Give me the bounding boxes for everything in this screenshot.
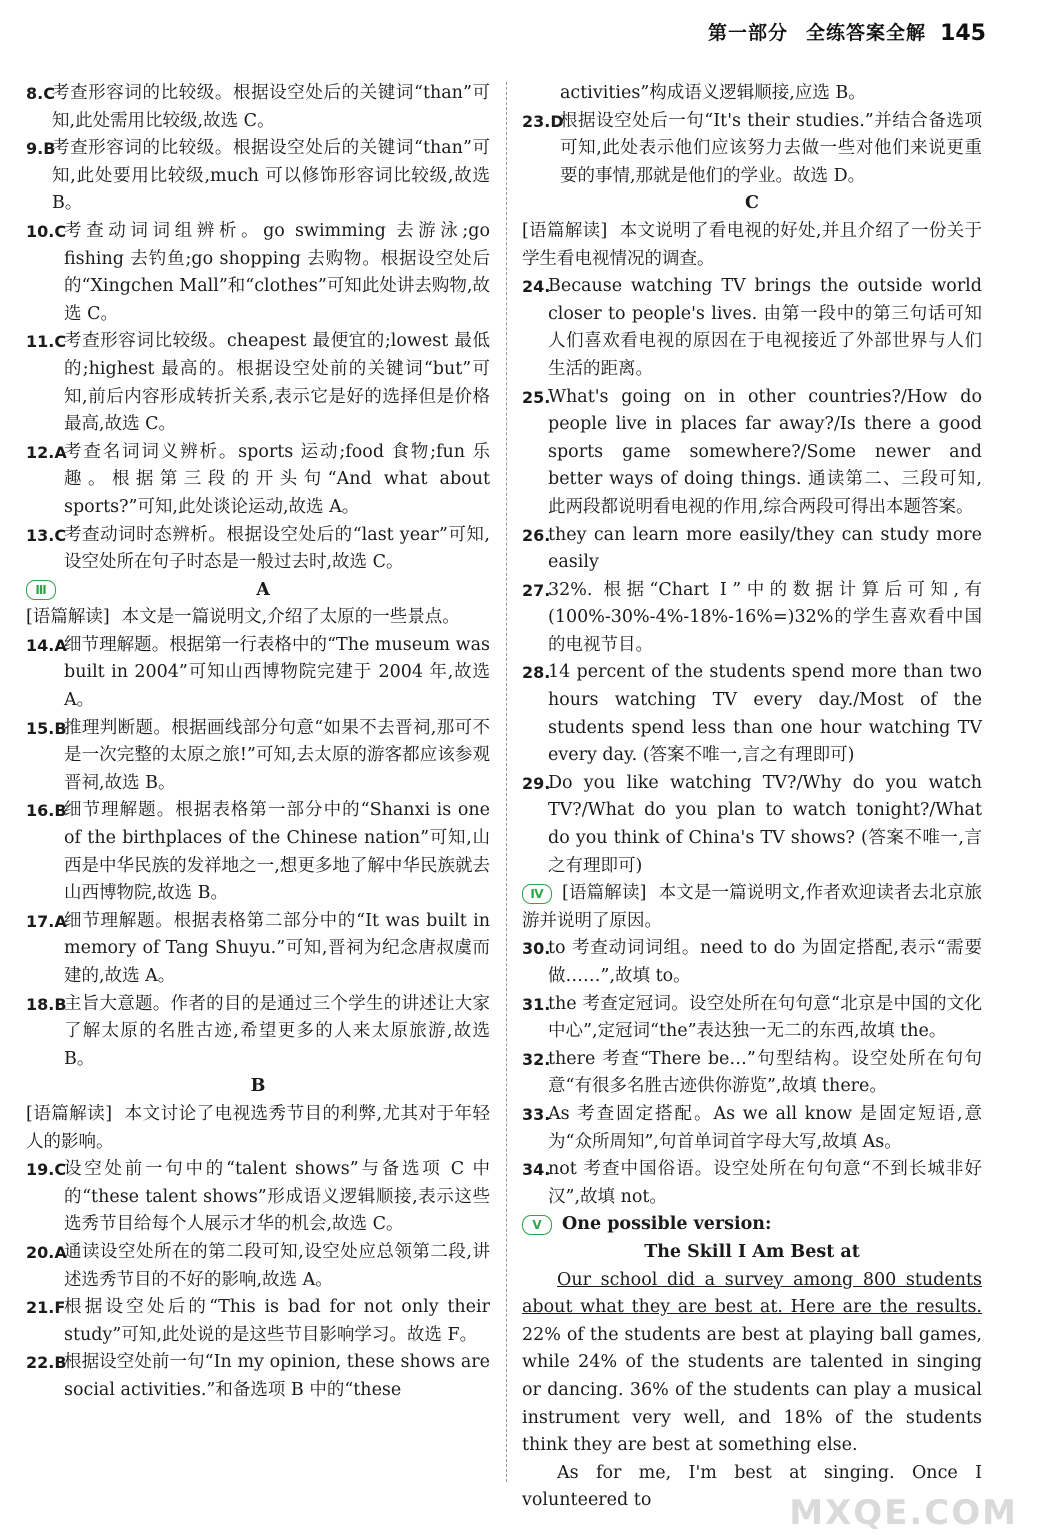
summary-text: 本文是一篇说明文,作者欢迎读者去北京旅游并说明了原因。 — [522, 883, 983, 931]
answer-item — [26, 715, 490, 798]
summary-tag: [语篇解读] — [562, 883, 647, 904]
answer-number: 20.A — [26, 1242, 67, 1262]
answer-text: 推理判断题。根据画线部分句意“如果不去晋祠,那可不是一次完整的太原之旅!”可知,去太原的游客都应该参观晋祠,故选 B。 — [64, 717, 490, 793]
answer-text: 设空处前一句中的“talent shows”与备选项 C 中的“these talent shows”形成语义逻辑顺接,表示这些选秀节目给每个人展示才华的机会,故选 C。 — [64, 1159, 490, 1235]
answer-item — [522, 273, 982, 383]
answer-text: not 考查中国俗语。设空处所在句句意“不到长城非好汉”,故填 not。 — [548, 1159, 982, 1207]
section-subtitle: 全练答案全解 — [806, 22, 927, 45]
answer-item — [26, 1156, 490, 1239]
answer-item — [522, 522, 982, 577]
answer-text: 考查形容词的比较级。根据设空处后的关键词“than”可知,此处要用比较级,much 可以修饰形容词比较级,故选 B。 — [52, 138, 490, 214]
section-title: 第一部分 — [708, 22, 789, 45]
answer-number: 18.B — [26, 994, 67, 1014]
answer-number: 22.B — [26, 1353, 67, 1373]
passage-summary — [522, 218, 982, 273]
answer-number: 23.D — [522, 111, 564, 131]
right-column — [522, 80, 982, 1515]
section-heading: A — [256, 579, 270, 600]
answer-number: 19.C — [26, 1160, 67, 1180]
answer-number: 13.C — [26, 525, 67, 545]
answer-item — [522, 1156, 982, 1211]
answer-item — [522, 384, 982, 522]
answer-number: 27. — [522, 580, 551, 600]
answer-number: 25. — [522, 387, 551, 407]
answer-item — [522, 991, 982, 1046]
answer-number: 34. — [522, 1160, 551, 1180]
summary-text: 本文说明了看电视的好处,并且介绍了一份关于学生看电视情况的调查。 — [522, 220, 982, 269]
answer-number: 24. — [522, 277, 551, 297]
answer-text: 根据设空处后一句“It's their studies.”并结合备选项可知,此处表示他们应该努力去做一些对他们来说更重要的事情,那就是他们的学业。故选 D。 — [560, 110, 982, 186]
part-badge: Ⅴ — [522, 1215, 552, 1235]
answer-item — [26, 439, 490, 522]
answer-number: 16.B — [26, 801, 67, 821]
answer-text: 细节理解题。根据第一行表格中的“The museum was built in 2004”可知山西博物院完建于 2004 年,故选 A。 — [64, 634, 490, 711]
summary-text: 本文是一篇说明文,介绍了太原的一些景点。 — [121, 607, 460, 628]
answer-item — [522, 577, 982, 660]
answer-number: 28. — [522, 663, 551, 683]
answer-item — [522, 659, 982, 769]
answer-number: 26. — [522, 525, 551, 545]
answer-item — [522, 1046, 982, 1101]
answer-number: 14.A — [26, 635, 67, 655]
answer-number: 32. — [522, 1049, 551, 1069]
page-header — [708, 12, 986, 56]
answer-text: 细节理解题。根据表格第二部分中的“It was built in memory of Tang Shuyu.”可知,晋祠为纪念唐叔虞而建的,故选 A。 — [64, 910, 490, 986]
answer-item — [26, 1349, 490, 1404]
column-divider — [506, 82, 507, 1482]
answer-item — [26, 908, 490, 991]
part-badge: Ⅳ — [522, 884, 552, 904]
answer-text: 32%. 根据“Chart Ⅰ”中的数据计算后可知,有(100%-30%-4%-18%-16%=)32%的学生喜欢看中国的电视节目。 — [548, 579, 982, 655]
summary-text: 本文讨论了电视选秀节目的利弊,尤其对于年轻人的影响。 — [26, 1103, 491, 1152]
answer-number: 10.C — [26, 221, 67, 241]
answer-number: 15.B — [26, 718, 67, 738]
answer-number: 12.A — [26, 442, 67, 462]
left-column — [26, 80, 490, 1405]
essay-title: The Skill I Am Best at — [644, 1241, 860, 1262]
answer-text: 14 percent of the students spend more than two hours watching TV every day./Most of the students spend less than one hour watching TV every day. (答案不唯一,言之有理即可) — [548, 662, 982, 766]
answer-item — [26, 522, 490, 577]
watermark: MXQE.COM — [789, 1493, 1018, 1534]
summary-tag: [语篇解读] — [26, 1103, 113, 1124]
answer-item — [26, 797, 490, 907]
answer-item — [522, 108, 982, 191]
answer-number: 21.F — [26, 1298, 66, 1318]
answer-number: 31. — [522, 994, 551, 1014]
answer-text: Do you like watching TV?/Why do you watch TV?/What do you plan to watch tonight?/What do you think of China's TV shows? (答案不唯一,言之有理即可) — [548, 772, 982, 876]
section-heading: C — [745, 193, 759, 214]
page-number: 145 — [940, 21, 986, 47]
version-heading — [522, 1211, 982, 1239]
answer-text: there 考查“There be…”句型结构。设空处所在句句意“有很多名胜古迹供你游览”,故填 there。 — [548, 1048, 982, 1097]
essay-paragraph: As for me, I'm best at singing. Once I volunteered to — [522, 1462, 982, 1511]
answer-number: 11.C — [26, 332, 67, 352]
essay-text: 22% of the students are best at playing ball games, while 24% of the students are talented in singing or dancing. 36% of the students can play a musical instrument very well, and 18% of the students think they are best at something else. — [522, 1324, 982, 1456]
answer-item — [26, 80, 490, 135]
answer-text: the 考查定冠词。设空处所在句句意“北京是中国的文化中心”,定冠词“the”表达独一无二的东西,故填 the。 — [548, 993, 982, 1042]
answer-text: 主旨大意题。作者的目的是通过三个学生的讲述让大家了解太原的名胜古迹,希望更多的人来太原旅游,故选 B。 — [64, 993, 490, 1069]
answer-text: 考查动词词组辨析。go swimming 去游泳;go fishing 去钓鱼;go shopping 去购物。根据设空处后的“Xingchen Mall”和“clothes”可知此处讲去购物,故选 C。 — [64, 220, 490, 324]
passage-summary — [26, 604, 490, 632]
answer-item — [522, 1101, 982, 1156]
passage-summary — [522, 880, 982, 935]
answer-item — [26, 328, 490, 438]
answer-text: What's going on in other countries?/How do people live in places far away?/Is there a good sports game somewhere?/Some newer and better ways of doing things. 通读第二、三段可知,此两段都说明看电视的作用,综合两段可得出本题答案。 — [548, 386, 982, 517]
answer-number: 30. — [522, 939, 551, 959]
answer-item — [26, 632, 490, 715]
answer-item — [26, 135, 490, 218]
answer-text: Because watching TV brings the outside world closer to people's lives. 由第一段中的第三句话可知人们喜欢看电视的原因在于电视接近了外部世界与人们生活的距离。 — [548, 276, 982, 379]
essay-paragraph — [522, 1267, 982, 1460]
version-label: One possible version: — [562, 1214, 772, 1235]
answer-item — [26, 218, 490, 328]
answer-text: As 考查固定搭配。As we all know 是固定短语,意为“众所周知”,句首单词首字母大写,故填 As。 — [548, 1103, 982, 1152]
part-heading — [26, 577, 490, 605]
answer-number: 8.C — [26, 84, 55, 103]
answer-number: 9.B — [26, 139, 56, 159]
answer-item — [26, 991, 490, 1074]
answer-item — [26, 1239, 490, 1294]
answer-number: 29. — [522, 773, 551, 793]
answer-continuation — [522, 80, 982, 108]
answer-item — [522, 770, 982, 880]
summary-tag: [语篇解读] — [26, 607, 110, 628]
answer-number: 33. — [522, 1104, 551, 1124]
answer-text: 考查名词词义辨析。sports 运动;food 食物;fun 乐趣。根据第三段的开头句“And what about sports?”可知,此处谈论运动,故选 A。 — [64, 441, 490, 517]
underlined-sentence: Our school did a survey among 800 students about what they are best at. Here are the results. — [522, 1269, 982, 1318]
answer-number: 17.A — [26, 911, 67, 931]
answer-item — [522, 935, 982, 990]
answer-text: 细节理解题。根据表格第一部分中的“Shanxi is one of the birthplaces of the Chinese nation”可知,山西是中华民族的发祥地之一,想更多地了解中华民族就去山西博物院,故选 B。 — [64, 800, 490, 904]
answer-text: 根据设空处前一句“In my opinion, these shows are social activities.”和备选项 B 中的“these — [64, 1352, 490, 1400]
section-heading: B — [250, 1076, 266, 1097]
answer-text: to 考查动词词组。need to do 为固定搭配,表示“需要做……”,故填 to。 — [548, 938, 982, 986]
summary-tag: [语篇解读] — [522, 220, 608, 241]
answer-item — [26, 1294, 490, 1349]
answer-text: 通读设空处所在的第二段可知,设空处应总领第二段,讲述选秀节目的不好的影响,故选 A。 — [64, 1241, 490, 1290]
answer-text: 考查形容词的比较级。根据设空处后的关键词“than”可知,此处需用比较级,故选 C。 — [52, 83, 490, 131]
passage-summary — [26, 1101, 490, 1156]
answer-text: 考查形容词比较级。cheapest 最便宜的;lowest 最低的;highest 最高的。根据设空处前的关键词“but”可知,前后内容形成转折关系,表示它是好的选择但是价格最高,故选 C。 — [64, 331, 490, 435]
answer-text: activities”构成语义逻辑顺接,应选 B。 — [560, 83, 866, 103]
part-badge: Ⅲ — [26, 580, 56, 600]
answer-text: 根据设空处后的“This is bad for not only their study”可知,此处说的是这些节目影响学习。故选 F。 — [64, 1297, 490, 1345]
answer-text: 考查动词时态辨析。根据设空处后的“last year”可知,设空处所在句子时态是一般过去时,故选 C。 — [64, 524, 490, 573]
answer-text: they can learn more easily/they can study more easily — [548, 524, 982, 573]
